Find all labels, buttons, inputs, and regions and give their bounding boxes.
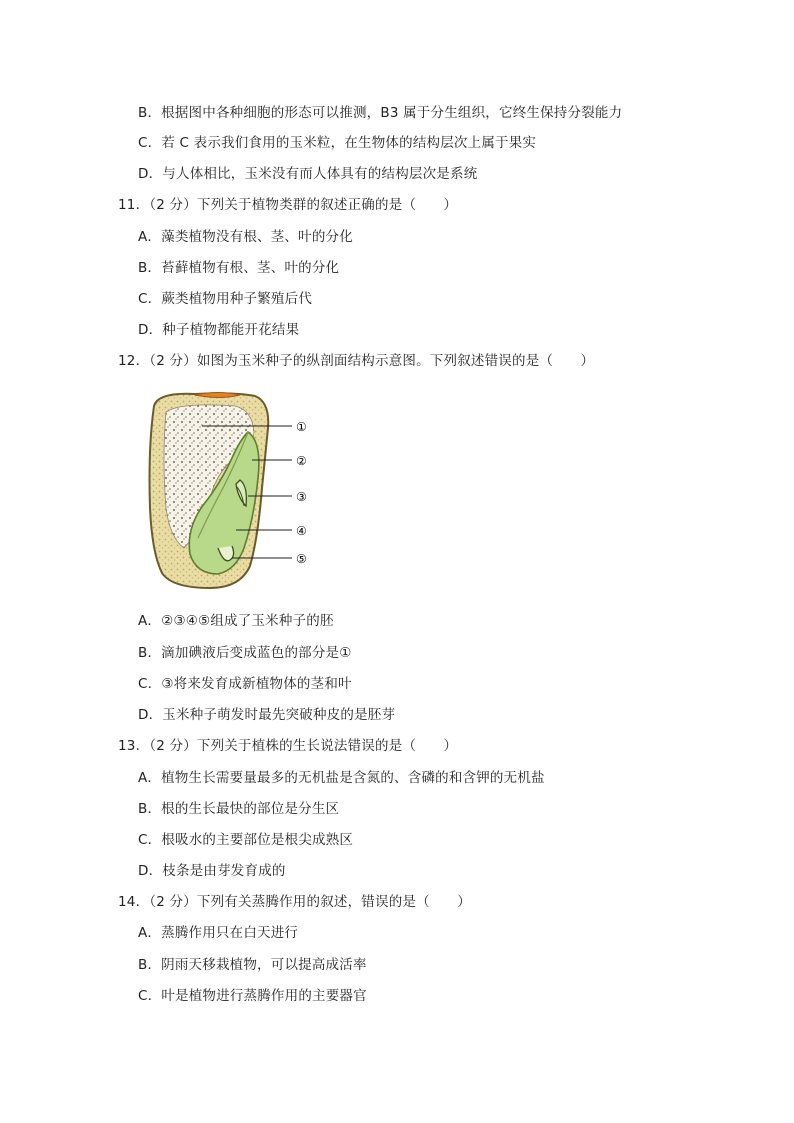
- label-5: ⑤: [296, 552, 307, 566]
- label-1: ①: [296, 420, 307, 434]
- q12-option-c: C．③将来发育成新植物体的茎和叶: [138, 676, 352, 692]
- q12-option-d: D．玉米种子萌发时最先突破种皮的是胚芽: [138, 707, 396, 723]
- q14-option-a: A．蒸腾作用只在白天进行: [138, 925, 299, 941]
- q14-stem: 14．（2 分）下列有关蒸腾作用的叙述，错误的是（ ）: [118, 894, 471, 910]
- q11-option-c: C．蕨类植物用种子繁殖后代: [138, 291, 313, 307]
- q11-stem: 11．（2 分）下列关于植物类群的叙述正确的是（ ）: [118, 197, 458, 213]
- q12-option-b: B．滴加碘液后变成蓝色的部分是①: [138, 645, 352, 661]
- q12-option-a: A．②③④⑤组成了玉米种子的胚: [138, 613, 334, 629]
- q13-option-c: C．根吸水的主要部位是根尖成熟区: [138, 832, 354, 848]
- q11-option-b: B．苔藓植物有根、茎、叶的分化: [138, 260, 340, 276]
- q10-option-d: D．与人体相比，玉米没有而人体具有的结构层次是系统: [138, 166, 478, 182]
- label-4: ④: [296, 524, 307, 538]
- q14-option-b: B．阴雨天移栽植物，可以提高成活率: [138, 957, 367, 973]
- q13-stem: 13．（2 分）下列关于植株的生长说法错误的是（ ）: [118, 738, 458, 754]
- corn-seed-diagram: [140, 388, 330, 598]
- q14-option-c: C．叶是植物进行蒸腾作用的主要器官: [138, 988, 367, 1004]
- q11-option-a: A．藻类植物没有根、茎、叶的分化: [138, 229, 353, 245]
- q13-option-a: A．植物生长需要量最多的无机盐是含氮的、含磷的和含钾的无机盐: [138, 770, 545, 786]
- q12-stem: 12．（2 分）如图为玉米种子的纵剖面结构示意图。下列叙述错误的是（ ）: [118, 353, 595, 369]
- q11-option-d: D．种子植物都能开花结果: [138, 322, 300, 338]
- q10-option-c: C．若 C 表示我们食用的玉米粒，在生物体的结构层次上属于果实: [138, 135, 537, 151]
- q13-option-b: B．根的生长最快的部位是分生区: [138, 801, 340, 817]
- q10-option-b: B．根据图中各种细胞的形态可以推测，B3 属于分生组织，它终生保持分裂能力: [138, 105, 623, 121]
- q13-option-d: D．枝条是由芽发育成的: [138, 863, 286, 879]
- label-3: ③: [296, 490, 307, 504]
- corn-seed-illustration: [140, 388, 330, 598]
- label-2: ②: [296, 454, 307, 468]
